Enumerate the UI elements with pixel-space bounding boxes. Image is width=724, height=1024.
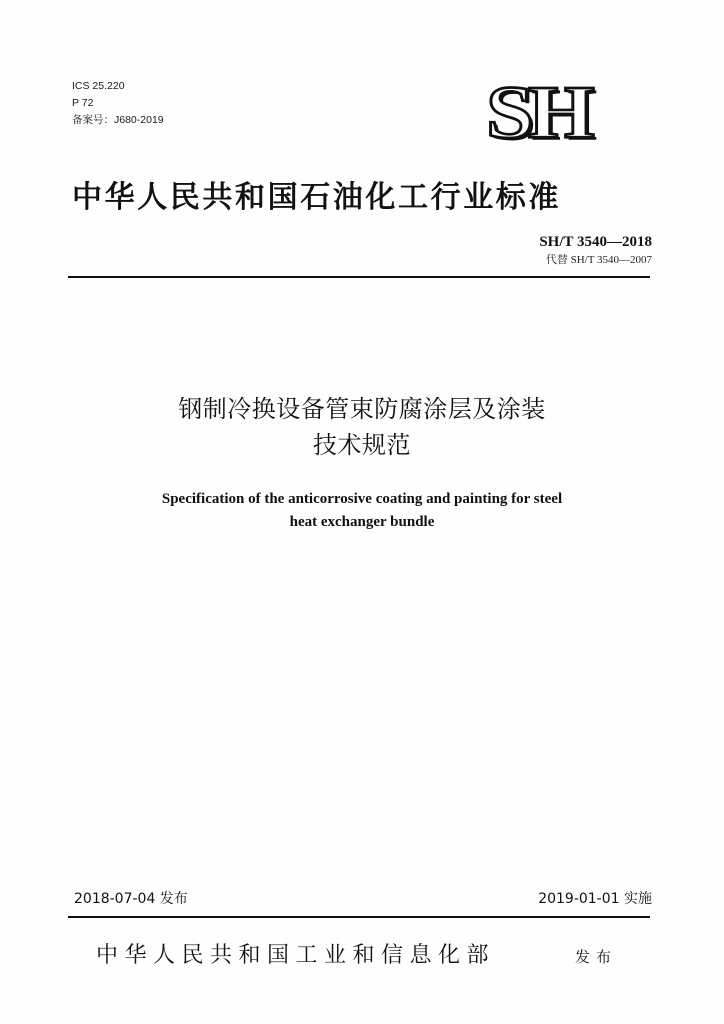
english-title-line-1: Specification of the anticorrosive coating and painting for steel [161, 491, 563, 507]
replaces-code: 代替 SH/T 3540—2007 [545, 254, 652, 266]
chinese-title-line-2: 技术规范 [313, 431, 411, 459]
english-title-line-2: heat exchanger bundle [289, 514, 435, 530]
chinese-title-line-1: 钢制冷换设备管束防腐涂层及涂装 [178, 395, 546, 423]
header-divider [68, 276, 650, 278]
p-code: P 72 [72, 97, 94, 109]
footer-divider [68, 916, 650, 918]
standard-code-block [539, 232, 652, 268]
effective-date: 2019-01-01 实施 [538, 891, 652, 907]
ics-code: ICS 25.220 [72, 80, 125, 92]
issuer-action: 发布 [575, 948, 618, 966]
standard-category-title: 中华人民共和国石油化工行业标准 [72, 180, 561, 215]
issuing-authority: 中华人民共和国工业和信息化部 [96, 943, 496, 968]
sh-logo: SH [486, 69, 589, 155]
issue-date: 2018-07-04 发布 [74, 891, 188, 907]
chinese-title [0, 391, 724, 463]
filing-number: 备案号：J680-2019 [72, 114, 164, 126]
english-title [0, 488, 724, 534]
classification-block [72, 78, 164, 129]
standard-code: SH/T 3540—2018 [539, 234, 652, 250]
